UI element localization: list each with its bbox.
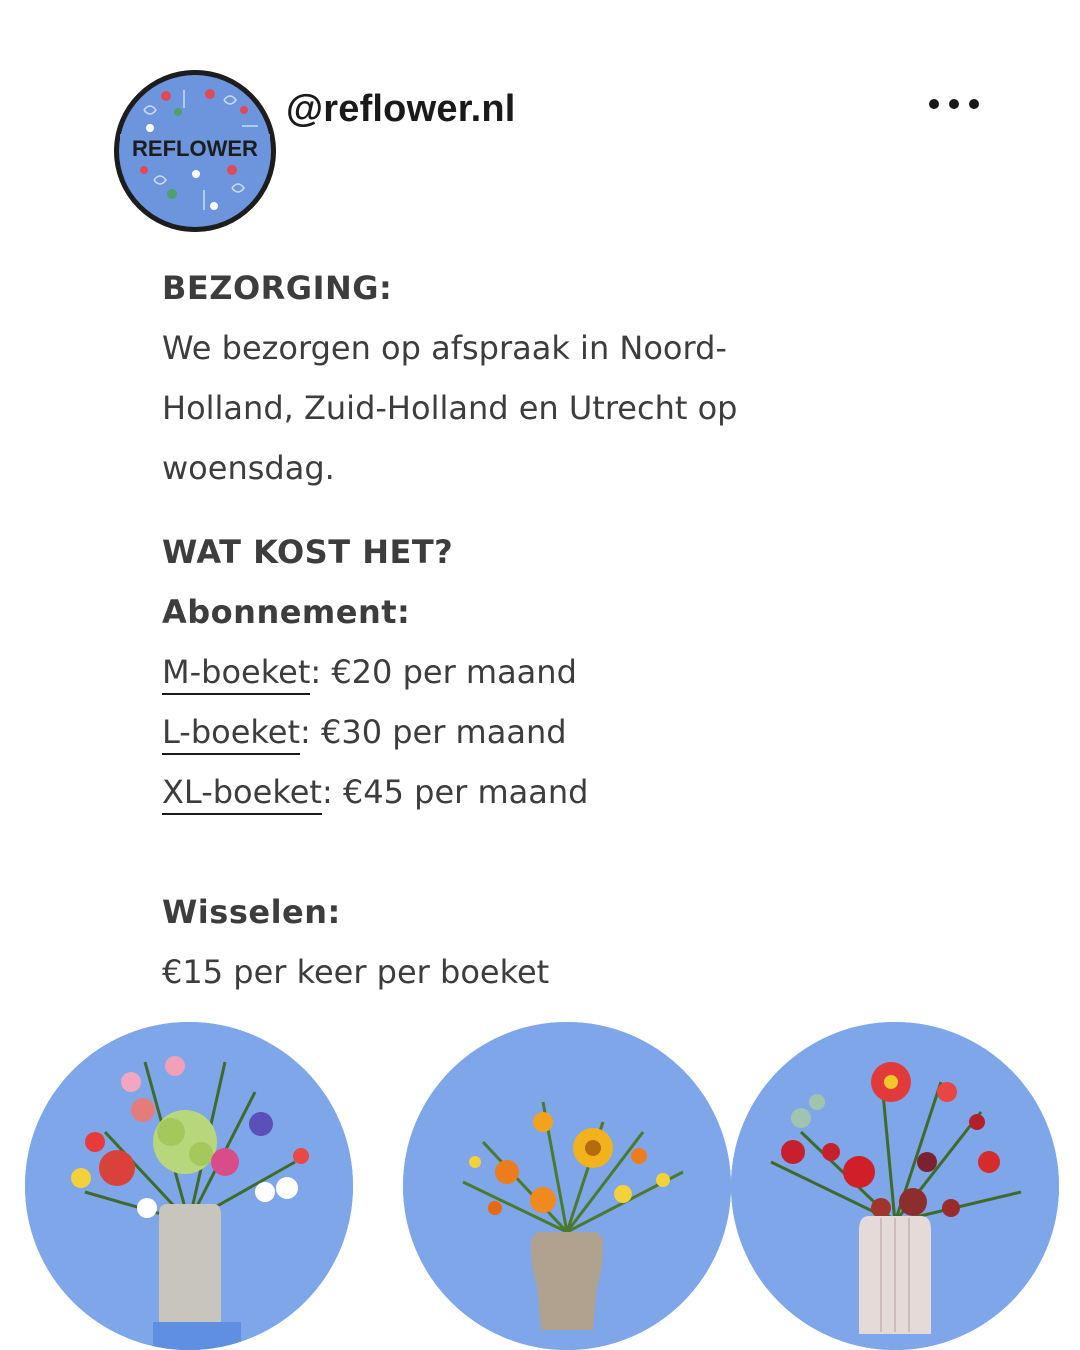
- subscription-heading: Abonnement:: [162, 593, 411, 631]
- bouquet-image-l: [403, 1022, 731, 1350]
- price-row-m: [162, 642, 982, 702]
- m-boeket-link[interactable]: M-boeket: [162, 653, 310, 695]
- avatar-brand-text: REFLOWER: [132, 136, 258, 161]
- swap-price: €15 per keer per boeket: [162, 953, 550, 991]
- price-row-l: [162, 702, 982, 762]
- swap-heading: Wisselen:: [162, 893, 341, 931]
- delivery-line-1: We bezorgen op afspraak in Noord-: [162, 329, 727, 367]
- avatar[interactable]: [114, 70, 276, 232]
- m-boeket-price: : €20 per maand: [310, 653, 577, 691]
- price-row-xl: [162, 762, 982, 822]
- bouquet-l-illustration: [403, 1022, 731, 1350]
- bouquet-m-illustration: [25, 1022, 353, 1350]
- reflower-logo-icon: [114, 70, 276, 232]
- l-boeket-link[interactable]: L-boeket: [162, 713, 300, 755]
- xl-boeket-link[interactable]: XL-boeket: [162, 773, 322, 815]
- pricing-heading: WAT KOST HET?: [162, 533, 454, 571]
- bouquet-image-xl: [731, 1022, 1059, 1350]
- post-body: [162, 258, 982, 1002]
- profile-handle[interactable]: @reflower.nl: [286, 88, 516, 130]
- xl-boeket-price: : €45 per maand: [321, 773, 589, 811]
- more-options-button[interactable]: [924, 92, 984, 116]
- more-dots-icon: [924, 92, 984, 116]
- delivery-line-3: woensdag.: [162, 449, 335, 487]
- l-boeket-price: : €30 per maand: [300, 713, 567, 751]
- bouquet-image-m: [25, 1022, 353, 1350]
- delivery-heading: BEZORGING:: [162, 269, 393, 307]
- delivery-line-2: Holland, Zuid-Holland en Utrecht op: [162, 389, 738, 427]
- bouquet-xl-illustration: [731, 1022, 1059, 1350]
